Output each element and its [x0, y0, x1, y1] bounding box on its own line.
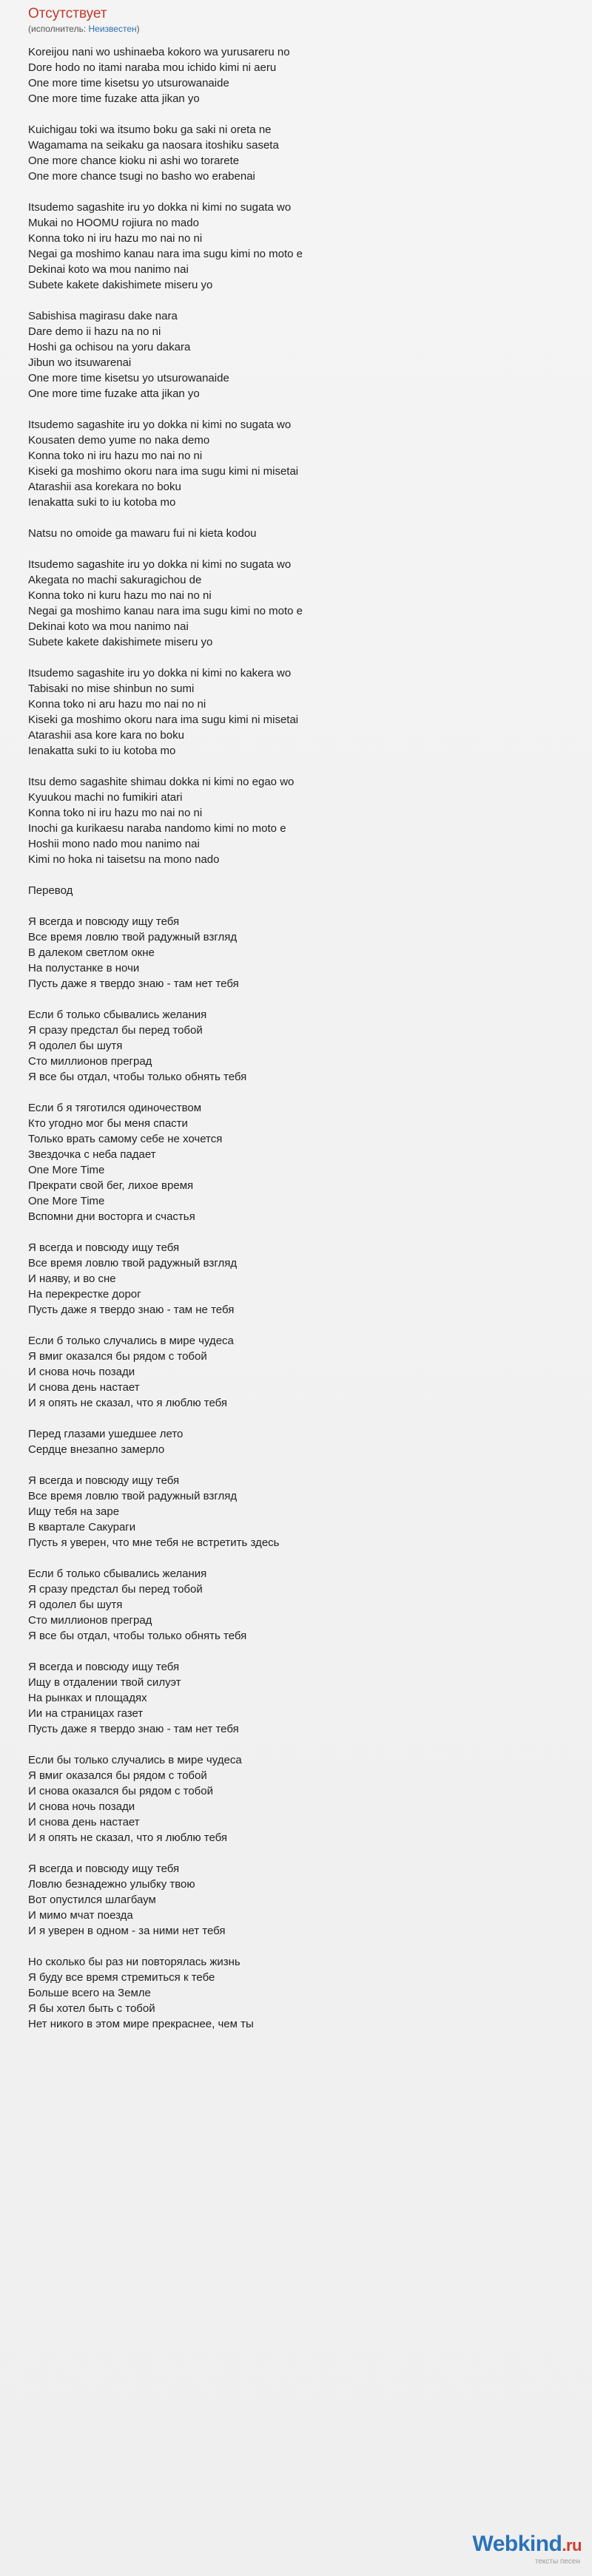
- lyrics-line: Wagamama na seikaku ga naosara itoshiku saseta: [28, 139, 279, 152]
- lyrics-line: Itsudemo sagashite iru yo dokka ni kimi no sugata wo: [28, 558, 292, 571]
- lyrics-stanza: [28, 44, 579, 106]
- lyrics-line: Inochi ga kurikaesu naraba nandomo kimi no moto e: [28, 822, 286, 835]
- lyrics-stanza: [28, 526, 579, 541]
- lyrics-line: Akegata no machi sakuragichou de: [28, 574, 202, 586]
- lyrics-line: Но сколько бы раз ни повторялась жизнь: [28, 1956, 240, 1968]
- lyrics-line: Если б только сбывались желания: [28, 1009, 207, 1021]
- lyrics-line: One more time kisetsu yo utsurowanaide: [28, 77, 229, 89]
- lyrics-stanza: [28, 1426, 579, 1457]
- lyrics-line: Сто миллионов преград: [28, 1614, 152, 1627]
- lyrics-line: Я вмиг оказался бы рядом с тобой: [28, 1769, 207, 1782]
- lyrics-line: Я одолел бы шутя: [28, 1599, 123, 1611]
- lyrics-line: Я сразу предстал бы перед тобой: [28, 1024, 203, 1037]
- lyrics-line: Сердце внезапно замерло: [28, 1443, 165, 1456]
- lyrics-stanza: [28, 122, 579, 184]
- lyrics-line: Только врать самому себе не хочется: [28, 1133, 223, 1145]
- lyrics-line: Сто миллионов преград: [28, 1055, 152, 1068]
- lyrics-line: Прекрати свой бег, лихое время: [28, 1179, 194, 1192]
- lyrics-line: One More Time: [28, 1164, 105, 1176]
- lyrics-stanza: [28, 417, 579, 510]
- lyrics-line: Koreijou nani wo ushinaeba kokoro wa yurusareru no: [28, 46, 290, 58]
- lyrics-line: Вот опустился шлагбаум: [28, 1894, 156, 1906]
- lyrics-line: Я всегда и повсюду ищу тебя: [28, 1661, 180, 1673]
- lyrics-stanza: [28, 774, 579, 867]
- lyrics-line: Я сразу предстал бы перед тобой: [28, 1583, 203, 1596]
- lyrics-line: Kimi no hoka ni taisetsu na mono nado: [28, 853, 220, 866]
- lyrics-line: Пусть я уверен, что мне тебя не встретить здесь: [28, 1536, 280, 1549]
- lyrics-stanza: [28, 1861, 579, 1939]
- artist-prefix: (исполнитель:: [28, 24, 89, 34]
- lyrics-line: Пусть даже я твердо знаю - там нет тебя: [28, 977, 239, 990]
- lyrics-line: И снова день настает: [28, 1381, 140, 1394]
- artist-line: [28, 24, 579, 34]
- lyrics-line: Ienakatta suki to iu kotoba mo: [28, 745, 176, 757]
- lyrics-stanza: [28, 1954, 579, 2032]
- lyrics-line: Я одолел бы шутя: [28, 1040, 123, 1052]
- lyrics-line: Subete kakete dakishimete miseru yo: [28, 636, 213, 648]
- lyrics-line: Вспомни дни восторга и счастья: [28, 1210, 195, 1223]
- lyrics-line: И мимо мчат поезда: [28, 1909, 133, 1922]
- lyrics-line: Пусть даже я твердо знаю - там не тебя: [28, 1304, 235, 1316]
- lyrics-line: Я вмиг оказался бы рядом с тобой: [28, 1350, 207, 1363]
- lyrics-line: Если б только случались в мире чудеса: [28, 1335, 234, 1347]
- lyrics-line: И снова ночь позади: [28, 1800, 135, 1813]
- lyrics-line: Kousaten demo yume no naka demo: [28, 434, 210, 447]
- lyrics-line: Kiseki ga moshimo okoru nara ima sugu kimi ni misetai: [28, 714, 299, 726]
- lyrics-line: Нет никого в этом мире прекраснее, чем ты: [28, 2018, 254, 2030]
- lyrics-line: Dore hodo no itami naraba mou ichido kimi ni aeru: [28, 61, 277, 74]
- lyrics-stanza: [28, 914, 579, 992]
- lyrics-line: Itsudemo sagashite iru yo dokka ni kimi no sugata wo: [28, 201, 292, 214]
- lyrics-line: Больше всего на Земле: [28, 1987, 151, 1999]
- lyrics-line: В далеком светлом окне: [28, 946, 155, 959]
- lyrics-line: Konna toko ni iru hazu mo nai no ni: [28, 807, 203, 819]
- lyrics-line: One more chance kioku ni ashi wo torarete: [28, 155, 240, 167]
- watermark-tld: .ru: [562, 2536, 582, 2555]
- lyrics-line: Sabishisa magirasu dake nara: [28, 310, 178, 322]
- lyrics-line: Ии на страницах газет: [28, 1707, 144, 1720]
- watermark-logo: [472, 2533, 582, 2557]
- lyrics-line: Hoshii mono nado mou nanimo nai: [28, 838, 200, 850]
- lyrics-line: Ищу тебя на заре: [28, 1505, 120, 1518]
- lyrics-line: Subete kakete dakishimete miseru yo: [28, 279, 213, 291]
- lyrics-line: Я все бы отдал, чтобы только обнять тебя: [28, 1630, 247, 1642]
- lyrics-line: Itsu demo sagashite shimau dokka ni kimi no egao wo: [28, 776, 295, 788]
- lyrics-line: One more chance tsugi no basho wo erabenai: [28, 170, 255, 183]
- lyrics-line: Ловлю безнадежно улыбку твою: [28, 1878, 195, 1891]
- lyrics-line: Dekinai koto wa mou nanimo nai: [28, 620, 189, 633]
- lyrics-line: Ienakatta suki to iu kotoba mo: [28, 496, 176, 509]
- lyrics-line: На полустанке в ночи: [28, 962, 140, 975]
- lyrics-line: Kiseki ga moshimo okoru nara ima sugu kimi ni misetai: [28, 465, 299, 478]
- lyrics-line: На рынках и площадях: [28, 1692, 147, 1704]
- lyrics-stanza: [28, 308, 579, 401]
- lyrics-line: Если б я тяготился одиночеством: [28, 1102, 202, 1114]
- lyrics-line: Если бы только случались в мире чудеса: [28, 1754, 242, 1766]
- lyrics-line: Konna toko ni aru hazu mo nai no ni: [28, 698, 206, 711]
- lyrics-line: Atarashii asa kore kara no boku: [28, 729, 184, 742]
- lyrics-line: Negai ga moshimo kanau nara ima sugu kimi no moto e: [28, 605, 303, 617]
- lyrics-line: Mukai no HOOMU rojiura no mado: [28, 217, 199, 229]
- lyrics-line: Konna toko ni iru hazu mo nai no ni: [28, 450, 203, 462]
- lyrics-line: Я всегда и повсюду ищу тебя: [28, 1862, 180, 1875]
- lyrics-line: One More Time: [28, 1195, 105, 1207]
- lyrics-line: Natsu no omoide ga mawaru fui ni kieta kodou: [28, 527, 257, 540]
- lyrics-line: Перед глазами ушедшее лето: [28, 1428, 184, 1440]
- site-watermark: [472, 2533, 582, 2566]
- lyrics-line: И наяву, и во сне: [28, 1272, 116, 1285]
- lyrics-line: Itsudemo sagashite iru yo dokka ni kimi no sugata wo: [28, 418, 292, 431]
- lyrics-line: И я опять не сказал, что я люблю тебя: [28, 1831, 228, 1844]
- lyrics-line: Все время ловлю твой радужный взгляд: [28, 1257, 238, 1270]
- lyrics-line: Я всегда и повсюду ищу тебя: [28, 1241, 180, 1254]
- lyrics-stanza: [28, 1659, 579, 1737]
- lyrics-line: Ищу в отдалении твой силуэт: [28, 1676, 181, 1689]
- lyrics-stanza: [28, 665, 579, 759]
- lyrics-line: И я опять не сказал, что я люблю тебя: [28, 1397, 228, 1409]
- lyrics-stanza: [28, 1566, 579, 1644]
- lyrics-line: И я уверен в одном - за ними нет тебя: [28, 1925, 226, 1937]
- lyrics-stanza: [28, 200, 579, 293]
- lyrics-line: И снова ночь позади: [28, 1366, 135, 1378]
- lyrics-stanza: [28, 1333, 579, 1411]
- lyrics-line: Negai ga moshimo kanau nara ima sugu kimi no moto e: [28, 248, 303, 260]
- lyrics-line: И снова день настает: [28, 1816, 140, 1828]
- lyrics-line: Я всегда и повсюду ищу тебя: [28, 1474, 180, 1487]
- lyrics-line: One more time fuzake atta jikan yo: [28, 387, 200, 400]
- lyrics-line: One more time kisetsu yo utsurowanaide: [28, 372, 229, 384]
- lyrics-body: [28, 44, 579, 2032]
- lyrics-line: Я всегда и повсюду ищу тебя: [28, 915, 180, 928]
- artist-link[interactable]: Неизвестен: [88, 24, 137, 34]
- lyrics-line: И снова оказался бы рядом с тобой: [28, 1785, 213, 1797]
- watermark-brand: Webkind: [472, 2532, 562, 2556]
- lyrics-line: Все время ловлю твой радужный взгляд: [28, 1490, 238, 1502]
- lyrics-line: Kyuukou machi no fumikiri atari: [28, 791, 183, 804]
- lyrics-line: Jibun wo itsuwarenai: [28, 356, 132, 369]
- lyrics-line: One more time fuzake atta jikan yo: [28, 92, 200, 105]
- lyrics-line: Все время ловлю твой радужный взгляд: [28, 931, 238, 943]
- lyrics-line: Dekinai koto wa mou nanimo nai: [28, 263, 189, 276]
- lyrics-line: Konna toko ni kuru hazu mo nai no ni: [28, 589, 212, 602]
- lyrics-line: Tabisaki no mise shinbun no sumi: [28, 682, 195, 695]
- lyrics-stanza: [28, 1007, 579, 1085]
- lyrics-line: Я буду все время стремиться к тебе: [28, 1971, 215, 1984]
- lyrics-line: Я все бы отдал, чтобы только обнять тебя: [28, 1071, 247, 1083]
- lyrics-line: Я бы хотел быть с тобой: [28, 2002, 155, 2015]
- song-title: Отсутствует: [28, 6, 107, 21]
- lyrics-stanza: [28, 1473, 579, 1550]
- lyrics-line: Konna toko ni iru hazu mo nai no ni: [28, 232, 203, 245]
- lyrics-stanza: [28, 883, 579, 898]
- lyrics-stanza: [28, 1240, 579, 1318]
- lyrics-line: Dare demo ii hazu na no ni: [28, 325, 161, 338]
- lyrics-line: Если б только сбывались желания: [28, 1567, 207, 1580]
- lyrics-line: Atarashii asa korekara no boku: [28, 481, 181, 493]
- lyrics-line: Перевод: [28, 884, 73, 897]
- lyrics-stanza: [28, 1752, 579, 1845]
- lyrics-line: Hoshi ga ochisou na yoru dakara: [28, 341, 191, 353]
- lyrics-line: В квартале Сакураги: [28, 1521, 136, 1533]
- lyrics-stanza: [28, 557, 579, 650]
- lyrics-line: На перекрестке дорог: [28, 1288, 141, 1301]
- artist-suffix: ): [136, 24, 140, 34]
- lyrics-line: Кто угодно мог бы меня спасти: [28, 1117, 188, 1130]
- lyrics-line: Пусть даже я твердо знаю - там нет тебя: [28, 1723, 239, 1735]
- watermark-subtitle: тексты песен: [534, 2558, 580, 2566]
- lyrics-line: Звездочка с неба падает: [28, 1148, 156, 1161]
- lyrics-line: Itsudemo sagashite iru yo dokka ni kimi no kakera wo: [28, 667, 292, 679]
- lyrics-line: Kuichigau toki wa itsumo boku ga saki ni oreta ne: [28, 123, 272, 136]
- lyrics-stanza: [28, 1100, 579, 1224]
